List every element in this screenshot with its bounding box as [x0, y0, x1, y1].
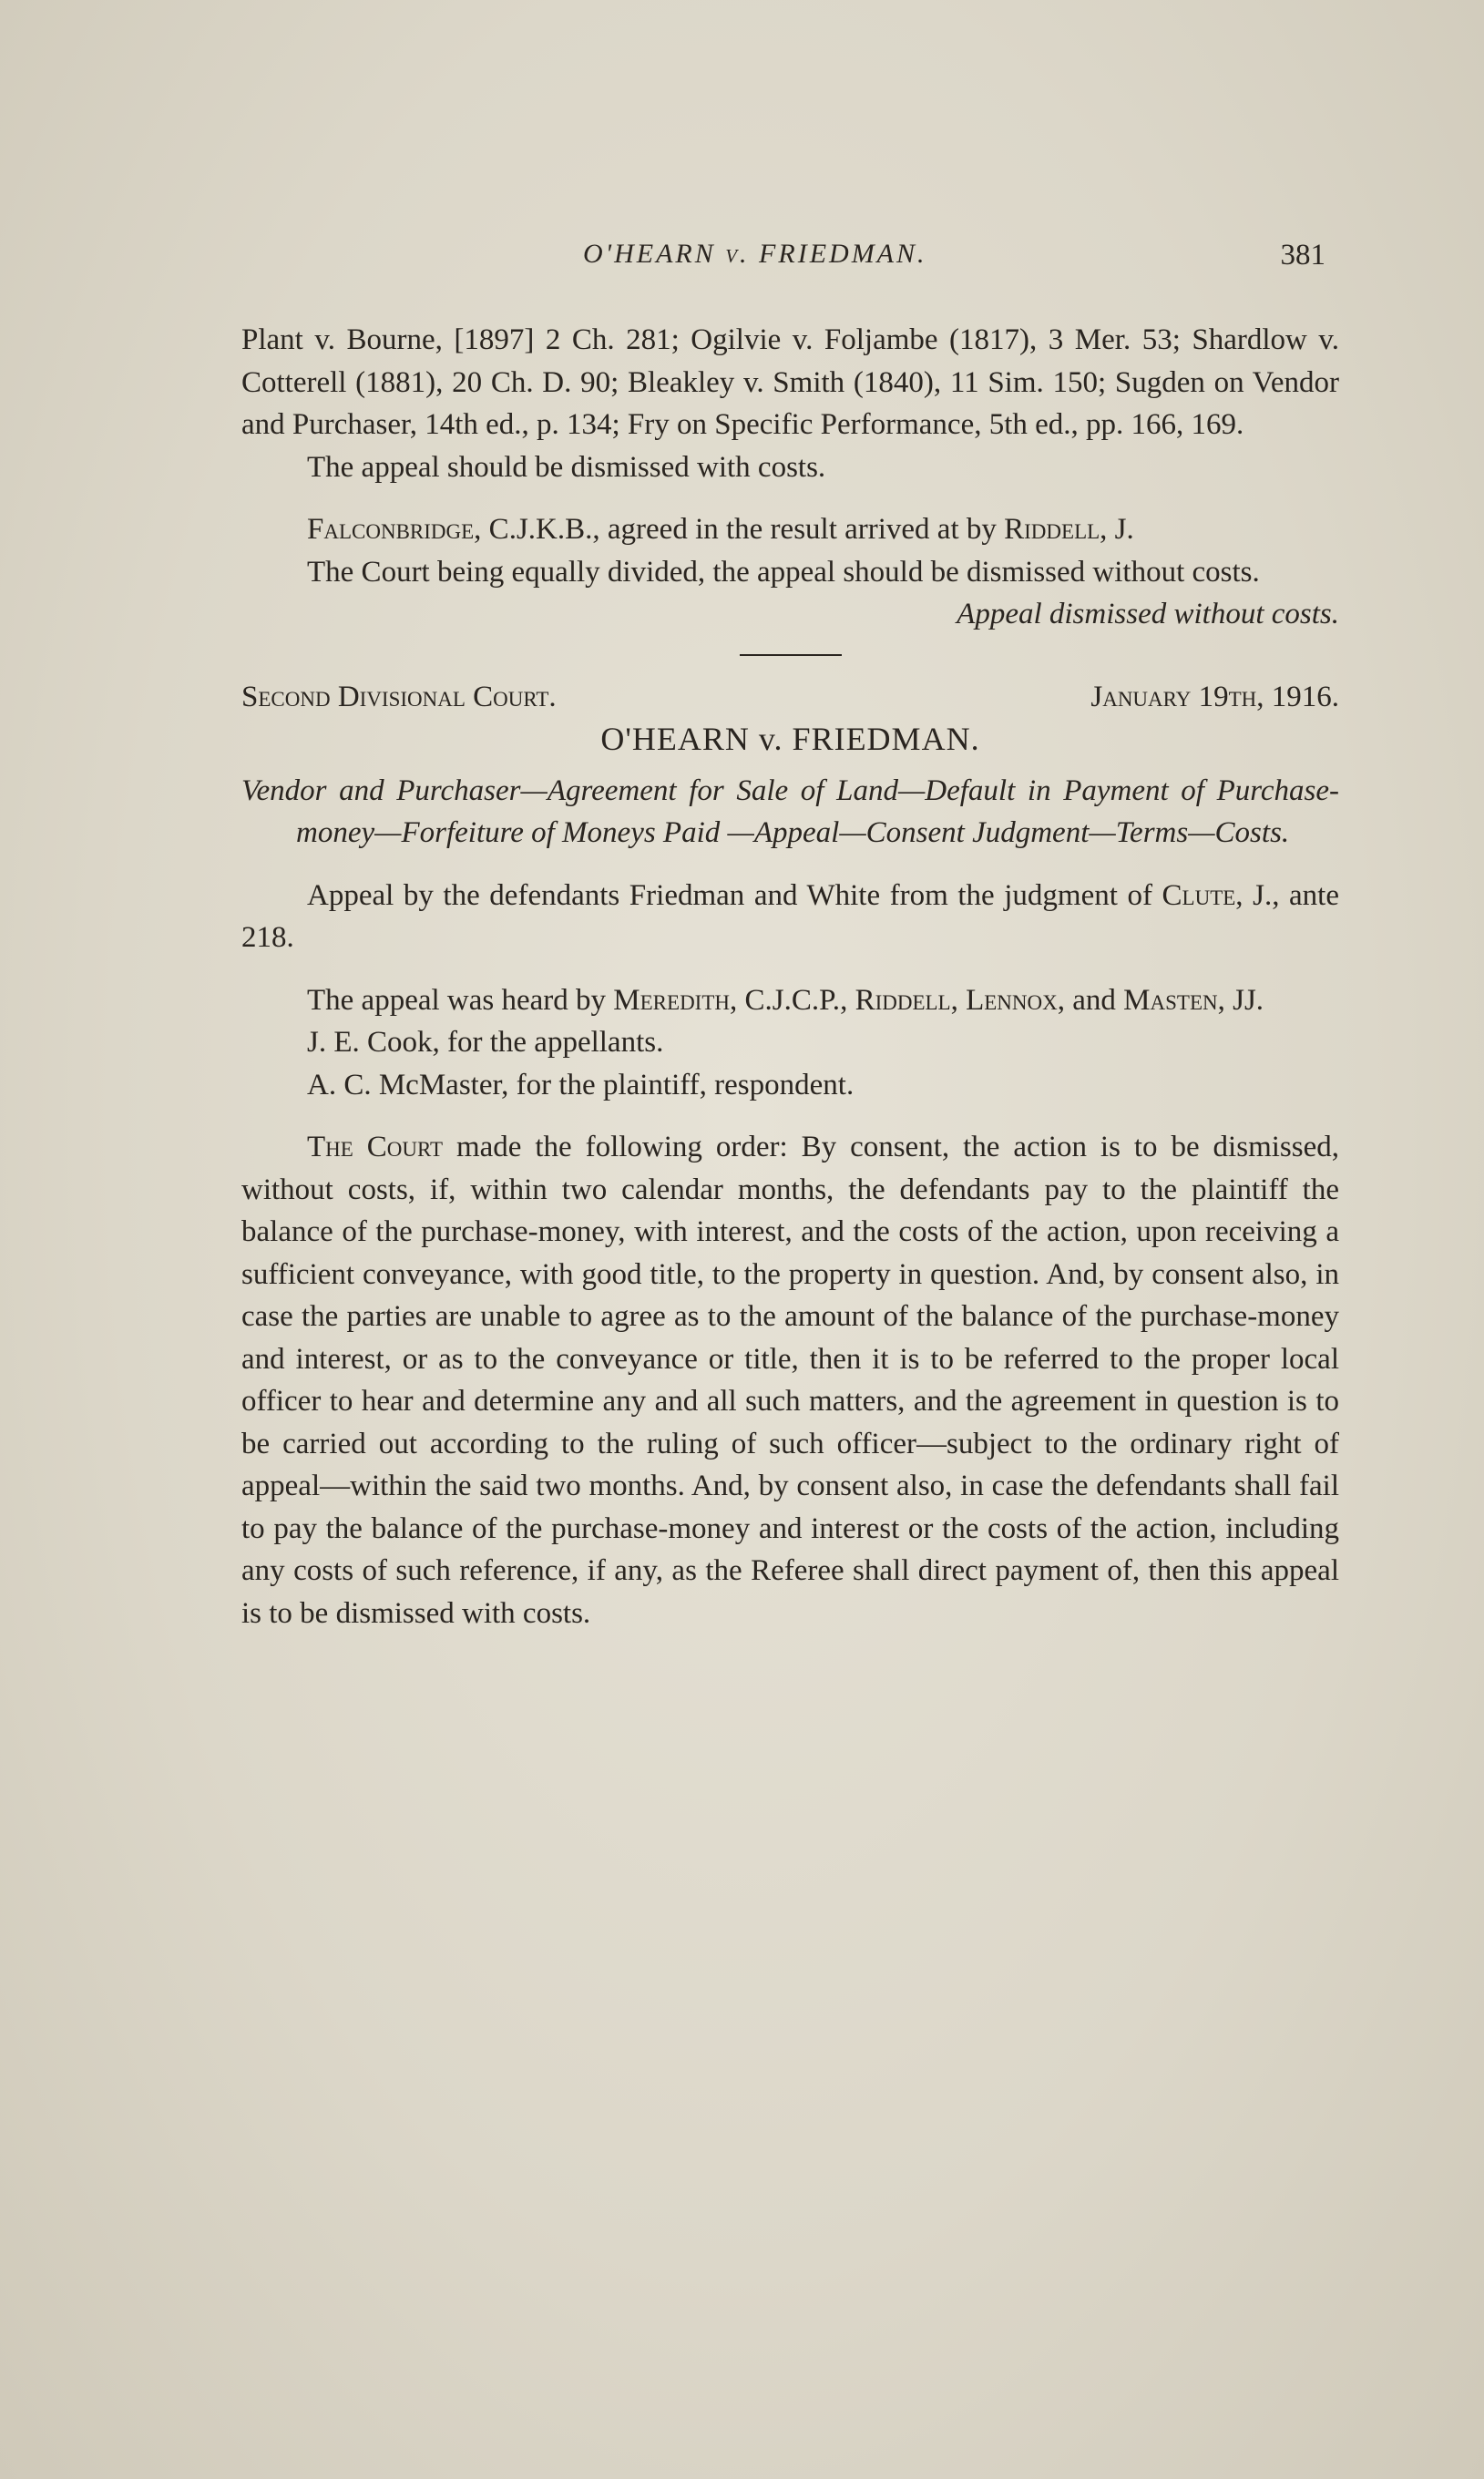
headnote: Vendor and Purchaser—Agreement for Sale of Land—Default in Payment of Purchase-money—Forfeiture of Moneys Paid —Appeal—Consent Judgment—Terms—Costs.	[241, 773, 1339, 849]
hearing-text: , JJ.	[1217, 983, 1264, 1017]
disposition: Appeal dismissed without costs.	[957, 598, 1339, 630]
hearing-text: ,	[840, 983, 855, 1017]
judge-name: Clute, J.	[1162, 878, 1273, 912]
conclusion-paragraph: The appeal should be dismissed with costs.	[307, 450, 826, 484]
hearing-paragraph	[241, 979, 1339, 1022]
running-title: O'HEARN v. FRIEDMAN.	[583, 239, 927, 269]
page-body	[241, 319, 1339, 1634]
decision-date: January 19th, 1916.	[1090, 680, 1339, 713]
court-name: Second Divisional Court.	[241, 680, 557, 713]
case-title: O'HEARN v. FRIEDMAN.	[600, 721, 980, 757]
page-header	[241, 239, 1325, 293]
hearing-text: The appeal was heard by	[307, 983, 614, 1017]
page-number: 381	[1280, 239, 1325, 271]
court-line	[241, 676, 1339, 719]
appeal-text: Appeal by the defendants Friedman and White from the judgment of	[307, 878, 1162, 912]
concurrence-paragraph	[241, 508, 1339, 551]
judge-name: Meredith, C.J.C.P.	[613, 983, 841, 1017]
counsel-line: J. E. Cook, for the appellants.	[307, 1026, 664, 1059]
appeal-text: , ante 218.	[241, 878, 1339, 954]
judge-name: Masten	[1123, 983, 1218, 1017]
order-paragraph	[241, 1126, 1339, 1634]
judge-name: Falconbridge, C.J.K.B.	[307, 513, 593, 546]
section-divider	[740, 654, 842, 656]
hearing-text: , and	[1057, 983, 1124, 1017]
order-lead: The Court	[307, 1131, 443, 1163]
concurrence-text: , agreed in the result arrived at by	[592, 513, 1005, 546]
appeal-paragraph	[241, 875, 1339, 959]
judge-name: Riddell, Lennox	[855, 983, 1058, 1017]
citations-paragraph: Plant v. Bourne, [1897] 2 Ch. 281; Ogilvie v. Foljambe (1817), 3 Mer. 53; Shardlow v. Cotterell (1881), 20 Ch. D. 90; Bleakley v. Smith (1840), 11 Sim. 150; Sugden on Vendor and Purchaser, 14th ed., p. 134; Fry on Specific Performance, 5th ed., pp. 166, 169.	[241, 323, 1339, 441]
division-paragraph: The Court being equally divided, the appeal should be dismissed without costs.	[307, 555, 1260, 589]
order-text: made the following order: By consent, the action is to be dismissed, without costs, if, within two calendar months, the defendants pay to the plaintiff the balance of the purchase-money, with interest, and the costs of the action, upon receiving a sufficient conveyance, with good title, to the property in question. And, by consent also, in case the parties are unable to agree as to the amount of the balance of the purchase-money and interest, or as to the conveyance or title, then it is to be referred to the proper local officer to hear and determine any and all such matters, and the agreement in question is to be carried out according to the ruling of such officer—subject to the ordinary right of appeal—within the said two months. And, by consent also, in case the defendants shall fail to pay the balance of the purchase-money and interest or the costs of the action, including any costs of such reference, if any, as the Referee shall direct payment of, then this appeal is to be dismissed with costs.	[241, 1131, 1339, 1630]
counsel-line: A. C. McMaster, for the plaintiff, respondent.	[307, 1068, 855, 1101]
judge-name: Riddell, J.	[1004, 513, 1134, 546]
